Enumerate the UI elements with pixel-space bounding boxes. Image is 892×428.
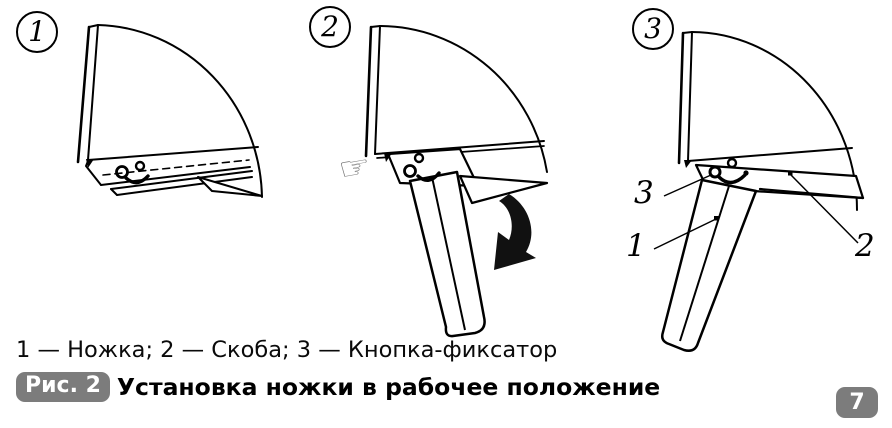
pointing-hand-glyph: ☞ xyxy=(335,147,374,189)
callout-label-leg: 1 xyxy=(626,228,646,264)
button xyxy=(117,167,128,178)
hook-pin xyxy=(743,170,748,175)
board-quarter-panel xyxy=(78,25,262,197)
hook xyxy=(126,176,148,183)
figure-1-number: 1 xyxy=(28,14,46,48)
leg-working-position xyxy=(662,180,756,351)
pointing-hand-icon xyxy=(335,147,374,189)
rivet xyxy=(136,162,144,170)
leg-tube xyxy=(662,180,756,351)
callout-label-button: 3 xyxy=(634,175,654,211)
page-number: 7 xyxy=(849,390,865,415)
figure-caption-title: Установка ножки в рабочее положение xyxy=(116,373,661,402)
callout-label-bracket: 2 xyxy=(855,228,875,264)
page-number-badge xyxy=(836,387,878,418)
figure-1-drawing xyxy=(0,0,290,240)
figure-3-number: 3 xyxy=(644,11,662,45)
callout-dot-leg xyxy=(714,216,719,221)
board-edge-arc xyxy=(380,26,547,172)
figure-caption-badge: Рис. 2 xyxy=(16,372,110,402)
callout-dot-bracket xyxy=(788,171,793,176)
figure-legend: 1 — Ножка; 2 — Скоба; 3 — Кнопка-фиксатор xyxy=(16,337,558,363)
board-edge-arc xyxy=(98,25,262,197)
figure-2-number: 2 xyxy=(321,9,339,43)
rivet xyxy=(728,159,736,167)
corner-mark xyxy=(684,160,692,168)
rotation-arrow-icon xyxy=(494,194,536,270)
folded-leg-assembly xyxy=(86,159,262,196)
figure-caption xyxy=(16,372,660,402)
